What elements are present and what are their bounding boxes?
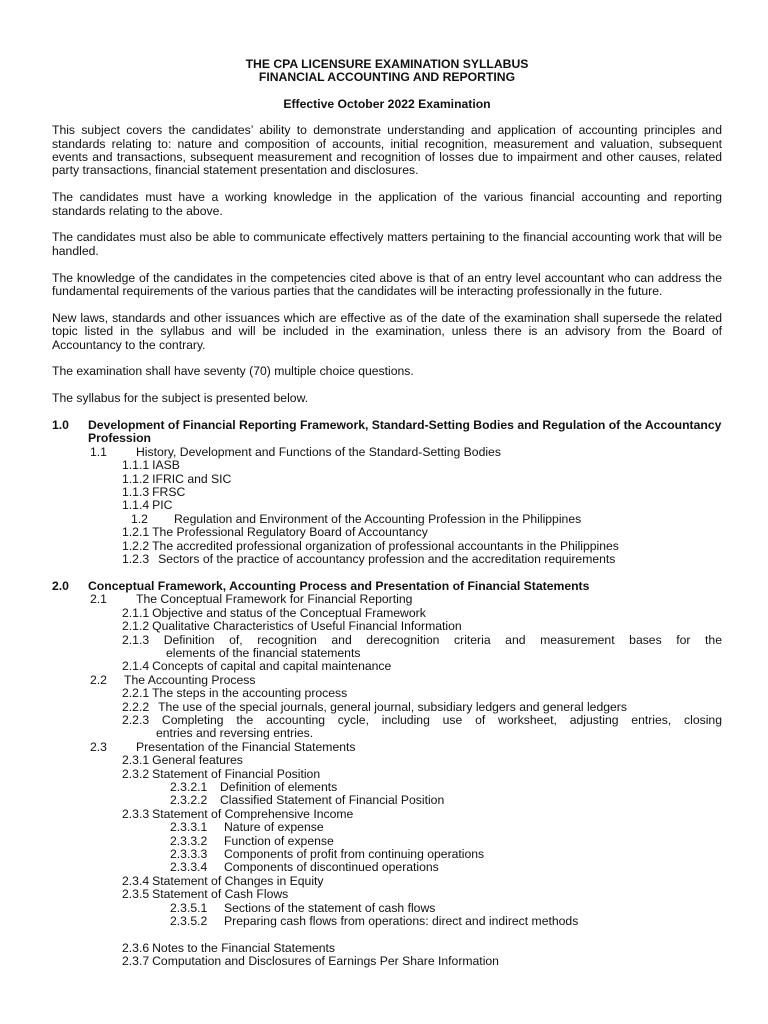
subtopic-number: 2.3.7: [122, 954, 150, 969]
subtopic-item: [52, 687, 722, 700]
subtopic-item: [52, 888, 722, 901]
subtopic-title: Statement of Cash Flows: [152, 887, 289, 902]
subtopic-title: Definition of, recognition and derecognition criteria and measurement bases for the: [163, 632, 722, 647]
sub-subtopic-item: [52, 915, 722, 928]
subtopic-item: [52, 526, 722, 539]
sub-subtopic-title: Components of profit from continuing operations: [224, 847, 485, 862]
subtopic-number: 2.2.2: [122, 699, 150, 714]
topic-number: 1.1: [90, 444, 107, 459]
topic-item: [52, 446, 722, 459]
topic-title: The Conceptual Framework for Financial Reporting: [136, 592, 413, 607]
sub-subtopic-item: [52, 781, 722, 794]
exam-questions-paragraph: The examination shall have seventy (70) multiple choice questions.: [52, 364, 414, 379]
document-subtitle: FINANCIAL ACCOUNTING AND REPORTING: [258, 70, 516, 85]
subtopic-title: FRSC: [152, 485, 186, 500]
subtopic-title: PIC: [152, 498, 173, 513]
subtopic-title: Completing the accounting cycle, including use of worksheet, adjusting entries, closing: [161, 712, 722, 727]
subtopic-item: [52, 942, 722, 955]
subtopic-item: [52, 459, 722, 472]
subtopic-title: IASB: [152, 458, 180, 473]
section-heading: [52, 580, 722, 593]
subtopic-item: [52, 620, 722, 633]
section-number: 1.0: [52, 418, 69, 433]
subtopic-title: Sectors of the practice of accountancy profession and the accreditation requirements: [158, 552, 616, 567]
subtopic-title: Statement of Comprehensive Income: [152, 806, 354, 821]
topic-number: 2.2: [90, 672, 107, 687]
topic-title: The Accounting Process: [124, 672, 256, 687]
subtopic-number: 1.1.1: [122, 458, 150, 473]
topic-number: 2.3: [90, 739, 107, 754]
subtopic-number: 2.1.2: [122, 619, 150, 634]
intro-paragraph: This subject covers the candidates’ ability to demonstrate understanding and application of accounting principles and standards relating to: nature and composition of accounts, initial recognition, measurement and valuation, subsequent events and transactions, subsequent measurement and recognition of losses due to impairment and other causes, related party transactions, financial statement presentation and disclosures.: [52, 123, 722, 178]
subtopic-title: The accredited professional organization of professional accountants in the Philippines: [152, 538, 619, 553]
sub-subtopic-item: [52, 848, 722, 861]
subtopic-number: 1.1.4: [122, 498, 150, 513]
sub-subtopic-title: Function of expense: [224, 833, 334, 848]
subtopic-item: [52, 808, 722, 821]
sub-subtopic-title: Sections of the statement of cash flows: [224, 900, 436, 915]
subtopic-title: The steps in the accounting process: [152, 686, 348, 701]
subtopic-item: [52, 473, 722, 486]
section-title: Conceptual Framework, Accounting Process and Presentation of Financial Statements: [88, 578, 590, 593]
sub-subtopic-item: [52, 835, 722, 848]
subtopic-title-continuation: elements of the financial statements: [166, 645, 361, 660]
subtopic-title: Concepts of capital and capital maintenance: [152, 659, 392, 674]
subtopic-number: 1.1.2: [122, 471, 150, 486]
subtopic-number: 2.3.6: [122, 940, 150, 955]
subtopic-item: [52, 714, 722, 741]
sub-subtopic-number: 2.3.5.1: [170, 900, 208, 915]
sub-subtopic-title: Components of discontinued operations: [224, 860, 439, 875]
topic-item: [52, 741, 722, 754]
knowledge-paragraph: The candidates must have a working knowledge in the application of the various financial accounting and reporting standards relating to the above.: [52, 190, 722, 218]
sub-subtopic-item: [52, 821, 722, 834]
subtopic-number: 2.2.1: [122, 686, 150, 701]
subtopic-item: [52, 754, 722, 767]
subtopic-number: 2.3.5: [122, 887, 150, 902]
subtopic-number: 2.1.4: [122, 659, 150, 674]
sub-subtopic-item: [52, 794, 722, 807]
sub-subtopic-title: Nature of expense: [224, 820, 324, 835]
subtopic-title-continuation: entries and reversing entries.: [156, 726, 314, 741]
subtopic-number: 2.3.2: [122, 766, 150, 781]
subtopic-number: 2.1.3: [122, 632, 150, 647]
sub-subtopic-item: [52, 861, 722, 874]
subtopic-title: General features: [152, 753, 243, 768]
sub-subtopic-number: 2.3.5.2: [170, 914, 208, 929]
topic-title: History, Development and Functions of the Standard-Setting Bodies: [136, 444, 501, 459]
sub-subtopic-number: 2.3.3.1: [170, 820, 208, 835]
topic-item: [52, 513, 722, 526]
new-laws-paragraph: New laws, standards and other issuances which are effective as of the date of the examination shall supersede the related topic listed in the syllabus and will be included in the examination, unless there is an advisory from the Board of Accountancy to the contrary.: [52, 310, 722, 352]
sub-subtopic-title: Preparing cash flows from operations: direct and indirect methods: [224, 914, 579, 929]
sub-subtopic-title: Classified Statement of Financial Position: [220, 793, 445, 808]
topic-item: [52, 674, 722, 687]
topic-item: [52, 593, 722, 606]
subtopic-item: [52, 875, 722, 888]
spacer: [52, 928, 722, 941]
subtopic-title: IFRIC and SIC: [152, 471, 232, 486]
subtopic-number: 1.2.2: [122, 538, 150, 553]
section-number: 2.0: [52, 578, 69, 593]
communication-paragraph: The candidates must also be able to communicate effectively matters pertaining to the financial accounting work that will be handled.: [52, 230, 722, 258]
subtopic-number: 2.3.3: [122, 806, 150, 821]
subtopic-item: [52, 701, 722, 714]
topic-title: Presentation of the Financial Statements: [136, 739, 356, 754]
subtopic-item: [52, 634, 722, 661]
syllabus-page: [52, 58, 722, 969]
topic-number: 1.2: [131, 511, 148, 526]
subtopic-item: [52, 553, 722, 566]
section-heading: [52, 419, 722, 446]
subtopic-item: [52, 540, 722, 553]
document-title: THE CPA LICENSURE EXAMINATION SYLLABUS: [245, 57, 529, 71]
subtopic-title: Statement of Changes in Equity: [152, 873, 324, 888]
syllabus-intro-paragraph: The syllabus for the subject is presented below.: [52, 391, 309, 406]
subtopic-number: 2.3.4: [122, 873, 150, 888]
section-title: Development of Financial Reporting Framework, Standard-Setting Bodies and Regulation of the Accountancy Profession: [88, 418, 722, 446]
subtopic-number: 1.1.3: [122, 485, 150, 500]
subtopic-item: [52, 499, 722, 512]
subtopic-number: 2.2.3: [122, 712, 150, 727]
subtopic-number: 1.2.3: [122, 552, 150, 567]
effective-date: Effective October 2022 Examination: [283, 96, 491, 111]
sub-subtopic-title: Definition of elements: [220, 780, 338, 794]
sub-subtopic-number: 2.3.2.2: [170, 793, 208, 808]
topic-number: 2.1: [90, 592, 107, 607]
subtopic-title: Statement of Financial Position: [152, 766, 321, 781]
competency-paragraph: The knowledge of the candidates in the competencies cited above is that of an entry level accountant who can address the fundamental requirements of the various parties that the candidates will be interacting professionally in the future.: [52, 270, 722, 299]
subtopic-number: 2.1.1: [122, 605, 150, 620]
subtopic-title: Objective and status of the Conceptual Framework: [152, 605, 426, 620]
subtopic-item: [52, 607, 722, 620]
subtopic-item: [52, 768, 722, 781]
subtopic-item: [52, 486, 722, 499]
sub-subtopic-number: 2.3.3.4: [170, 860, 208, 875]
sub-subtopic-number: 2.3.2.1: [170, 780, 208, 794]
subtopic-title: The use of the special journals, general journal, subsidiary ledgers and general ledgers: [158, 699, 627, 714]
subtopic-title: Qualitative Characteristics of Useful Financial Information: [152, 619, 462, 634]
subtopic-item: [52, 955, 722, 968]
subtopic-line: [122, 634, 722, 647]
sub-subtopic-number: 2.3.3.3: [170, 847, 208, 862]
subtopic-number: 1.2.1: [122, 525, 150, 540]
sub-subtopic-item: [52, 902, 722, 915]
subtopic-title: Notes to the Financial Statements: [152, 940, 336, 955]
topic-title: Regulation and Environment of the Accounting Profession in the Philippines: [174, 511, 582, 526]
subtopic-line: [122, 714, 722, 727]
subtopic-title: Computation and Disclosures of Earnings Per Share Information: [152, 954, 499, 969]
subtopic-number: 2.3.1: [122, 753, 150, 768]
sub-subtopic-number: 2.3.3.2: [170, 833, 208, 848]
spacer: [52, 567, 722, 580]
subtopic-title: The Professional Regulatory Board of Accountancy: [152, 525, 428, 540]
subtopic-item: [52, 660, 722, 673]
